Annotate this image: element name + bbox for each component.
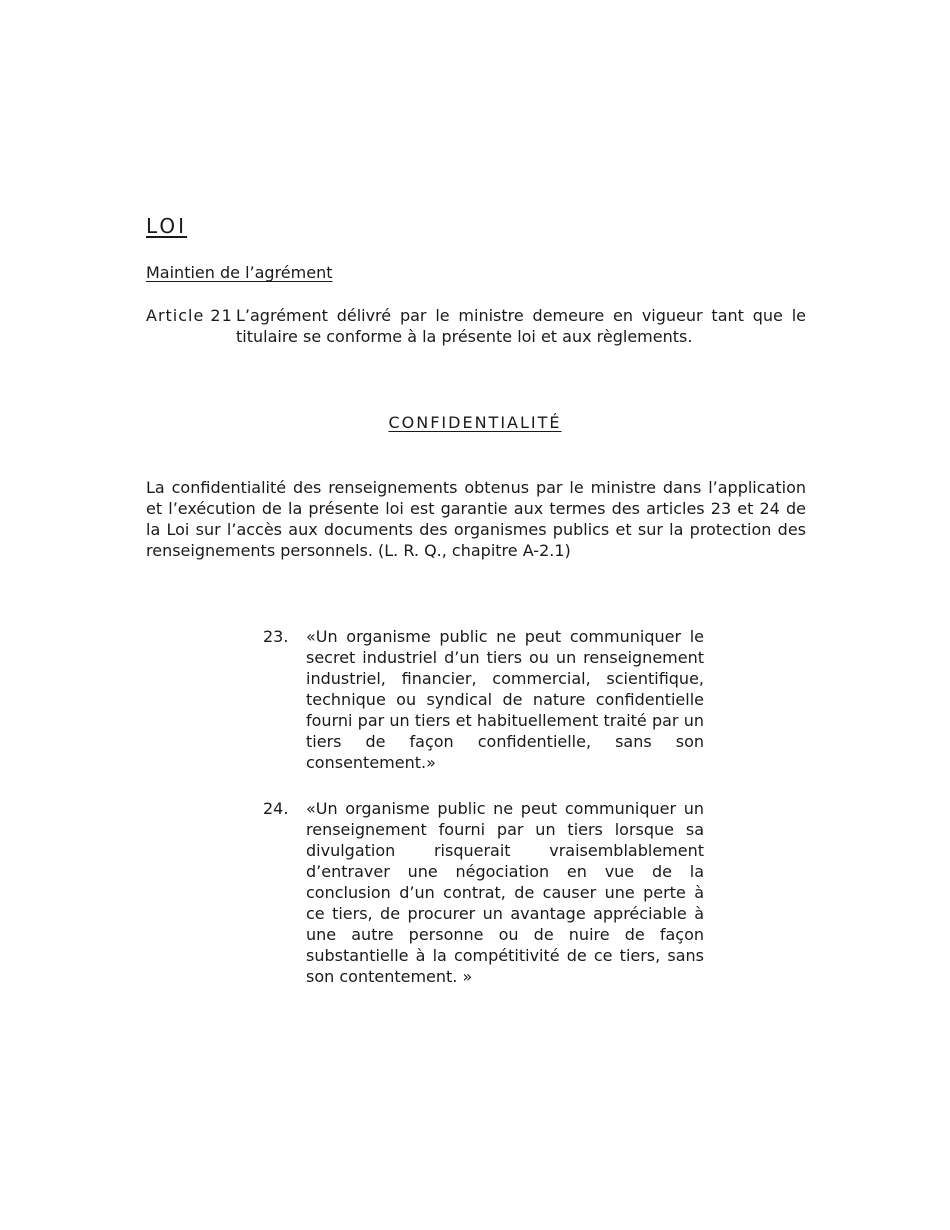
section-subheading: Maintien de l’agrément — [146, 263, 333, 282]
quote-text: «Un organisme public ne peut communiquer un renseignement fourni par un tiers lorsque sa divulgation risquerait vraisemblablement d’entraver une négociation en vue de la conclusion d’un contrat, de causer une perte à ce tiers, de procurer un avantage appréciable à une autre personne ou de nuire de façon substantielle à la compétitivité de ce tiers, sans son contentement. » — [306, 799, 704, 986]
quote-text: «Un organisme public ne peut communiquer le secret industriel d’un tiers ou un renseignement industriel, financier, commercial, scientifique, technique ou syndical de nature confidentielle fourni par un tiers et habituellement traité par un tiers de façon confidentielle, sans son consentement.» — [306, 627, 704, 772]
quote-number: 23. — [263, 627, 289, 646]
quote-number: 24. — [263, 799, 289, 818]
article-label: Article 21 — [146, 306, 233, 325]
intro-paragraph: La confidentialité des renseignements obtenus par le ministre dans l’application et l’exécution de la présente loi est garantie aux termes des articles 23 et 24 de la Loi sur l’accès aux documents des organismes publics et sur la protection des renseignements personnels. (L. R. Q., chapitre A-2.1) — [146, 478, 806, 560]
page-heading: LOI — [146, 214, 188, 238]
section-title — [0, 412, 950, 433]
section-title-text: CONFIDENTIALITÉ — [388, 413, 562, 432]
article-text: L’agrément délivré par le ministre demeure en vigueur tant que le titulaire se conforme à la présente loi et aux règlements. — [236, 306, 806, 346]
